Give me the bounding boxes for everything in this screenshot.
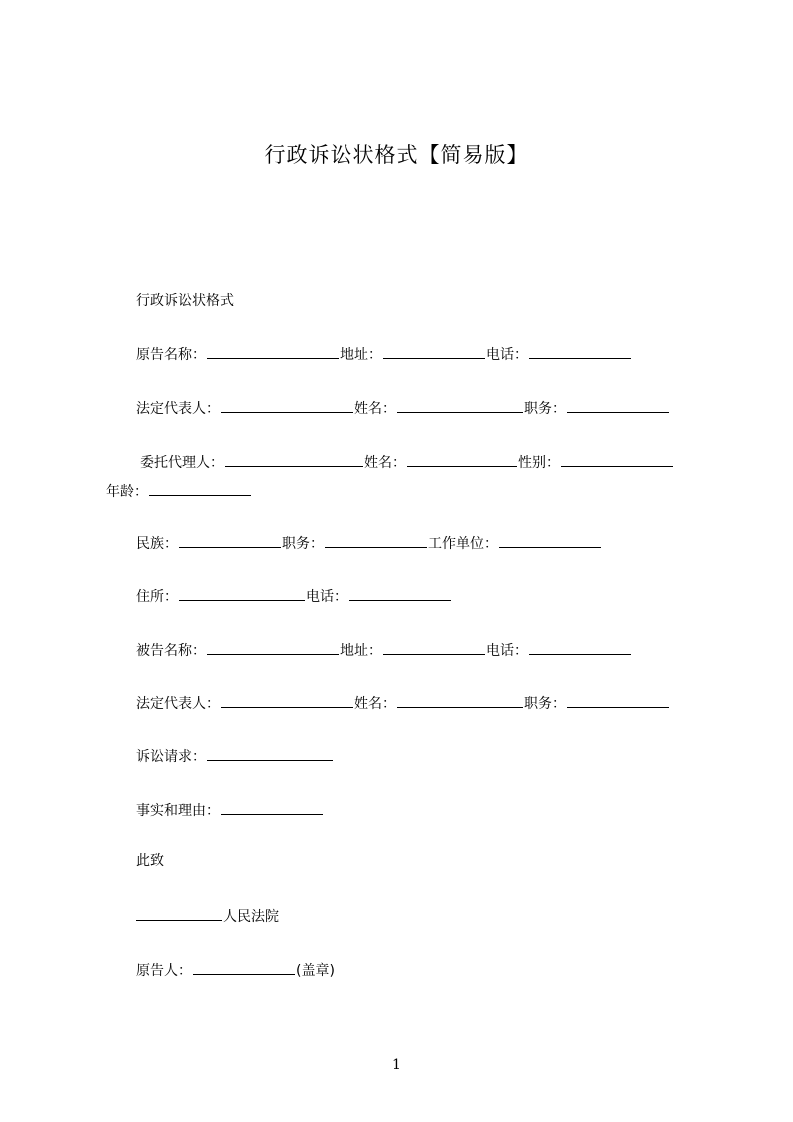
defendant-address-blank[interactable] (383, 639, 485, 655)
claims-label: 诉讼请求： (136, 749, 206, 765)
ethnicity-blank[interactable] (179, 532, 281, 548)
defendant-rep-name-blank[interactable] (397, 692, 523, 708)
defendant-address-label: 地址： (340, 643, 382, 659)
residence-line (136, 585, 452, 607)
plaintiff-rep-position-label: 职务： (524, 401, 566, 417)
facts-label: 事实和理由： (136, 803, 220, 819)
plaintiff-name-label: 原告名称： (136, 347, 206, 363)
document-title: 行政诉讼状格式【简易版】 (264, 143, 529, 167)
defendant-rep-name-label: 姓名： (354, 696, 396, 712)
plaintiff-rep-label: 法定代表人： (136, 401, 220, 417)
page-number: 1 (392, 1057, 401, 1073)
salutation-text: 此致 (136, 853, 164, 869)
plaintiff-rep-line (136, 397, 670, 419)
agent-age-label: 年龄： (106, 484, 148, 500)
court-line (136, 905, 279, 927)
heading (136, 291, 234, 311)
defendant-name-blank[interactable] (207, 639, 339, 655)
plaintiff-rep-name-blank[interactable] (397, 397, 523, 413)
signature-line (136, 959, 335, 981)
defendant-rep-position-label: 职务： (524, 696, 566, 712)
workplace-blank[interactable] (499, 532, 601, 548)
defendant-rep-blank[interactable] (221, 692, 353, 708)
residence-blank[interactable] (179, 585, 305, 601)
plaintiff-rep-position-blank[interactable] (567, 397, 669, 413)
plaintiff-rep-name-label: 姓名： (354, 401, 396, 417)
plaintiff-phone-blank[interactable] (529, 343, 631, 359)
defendant-rep-label: 法定代表人： (136, 696, 220, 712)
claims-line (136, 745, 334, 767)
signature-blank[interactable] (193, 959, 295, 975)
agent-age-line (106, 480, 252, 502)
personal-line (136, 532, 602, 554)
facts-blank[interactable] (221, 799, 323, 815)
defendant-rep-line (136, 692, 670, 714)
defendant-phone-label: 电话： (486, 643, 528, 659)
defendant-phone-blank[interactable] (529, 639, 631, 655)
agent-name-label: 姓名： (364, 455, 406, 471)
plaintiff-address-label: 地址： (340, 347, 382, 363)
facts-line (136, 799, 324, 821)
agent-age-blank[interactable] (149, 480, 251, 496)
plaintiff-name-blank[interactable] (207, 343, 339, 359)
residence-label: 住所： (136, 589, 178, 605)
agent-name-blank[interactable] (407, 451, 517, 467)
plaintiff-phone-label: 电话： (486, 347, 528, 363)
court-name-blank[interactable] (136, 905, 222, 921)
agent-gender-blank[interactable] (561, 451, 673, 467)
signature-label: 原告人： (136, 963, 192, 979)
defendant-name-label: 被告名称： (136, 643, 206, 659)
defendant-rep-position-blank[interactable] (567, 692, 669, 708)
personal-position-label: 职务： (282, 536, 324, 552)
defendant-line (136, 639, 632, 661)
ethnicity-label: 民族： (136, 536, 178, 552)
workplace-label: 工作单位： (428, 536, 498, 552)
plaintiff-address-blank[interactable] (383, 343, 485, 359)
plaintiff-line (136, 343, 632, 365)
claims-blank[interactable] (207, 745, 333, 761)
agent-blank[interactable] (225, 451, 363, 467)
personal-position-blank[interactable] (325, 532, 427, 548)
seal-text: (盖章) (296, 963, 335, 979)
plaintiff-rep-blank[interactable] (221, 397, 353, 413)
agent-line (140, 451, 674, 473)
salutation-line (136, 851, 164, 871)
court-suffix: 人民法院 (223, 909, 279, 925)
residence-phone-label: 电话： (306, 589, 348, 605)
heading-text: 行政诉讼状格式 (136, 293, 234, 309)
agent-gender-label: 性别： (518, 455, 560, 471)
residence-phone-blank[interactable] (349, 585, 451, 601)
agent-label: 委托代理人： (140, 455, 224, 471)
